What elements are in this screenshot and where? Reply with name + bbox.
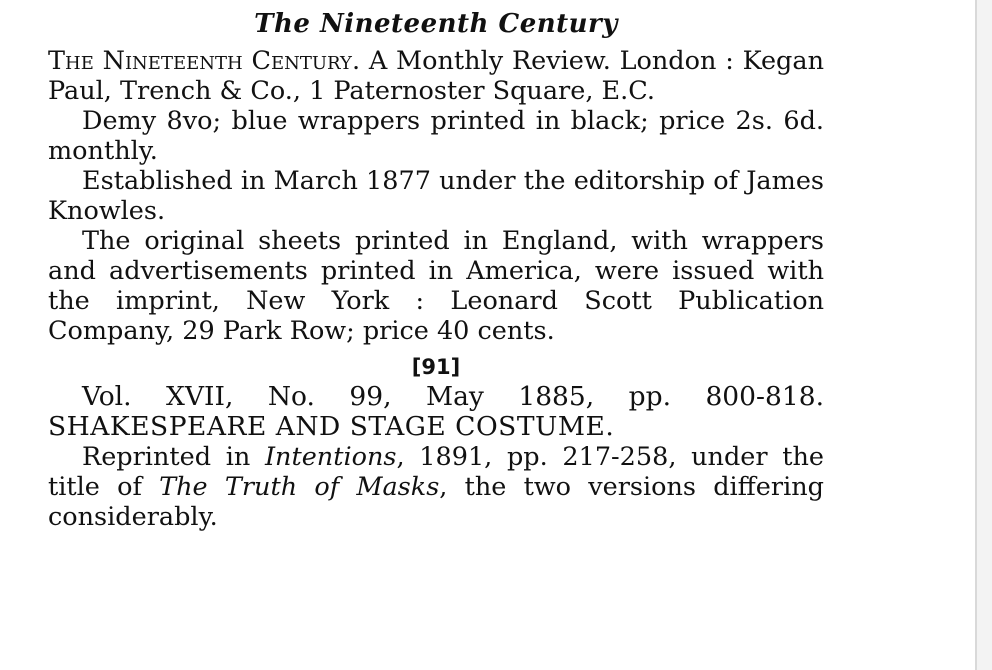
periodical-title: The Nineteenth Century. — [48, 46, 361, 76]
reprint-text-c: , the two versions differing considerably. — [48, 472, 824, 532]
entry-number: [91] — [411, 355, 461, 379]
sheets-paragraph: The original sheets printed in England, with wrappers and advertisements printed in America, were issued with the imprint, New York : Leonard Scott Publication Company, 29 Park Row; price 40 cents. — [48, 226, 824, 346]
reprint-book-title: Intentions — [264, 442, 397, 472]
volume-citation — [48, 382, 824, 442]
entry-heading-paragraph — [48, 46, 824, 106]
publisher-details: A Monthly Review. London : Kegan Paul, Trench & Co., 1 Paternoster Square, E.C. — [48, 46, 824, 106]
running-title: The Nineteenth Century — [254, 9, 618, 39]
reprint-text-a: Reprinted in — [82, 442, 265, 472]
reprint-text-b: , 1891, pp. 217-258, under the title of — [48, 442, 824, 502]
format-paragraph: Demy 8vo; blue wrappers printed in black; price 2s. 6d. monthly. — [48, 106, 824, 166]
text-column — [48, 6, 824, 532]
reprint-essay-title: The Truth of Masks — [159, 472, 440, 502]
volume-reference: Vol. XVII, No. 99, May 1885, pp. 800-818. — [82, 381, 824, 412]
article-title: SHAKESPEARE AND STAGE COSTUME. — [48, 411, 615, 442]
reprint-paragraph — [48, 442, 824, 532]
established-paragraph: Established in March 1877 under the editorship of James Knowles. — [48, 166, 824, 226]
page-edge-divider — [975, 0, 992, 670]
